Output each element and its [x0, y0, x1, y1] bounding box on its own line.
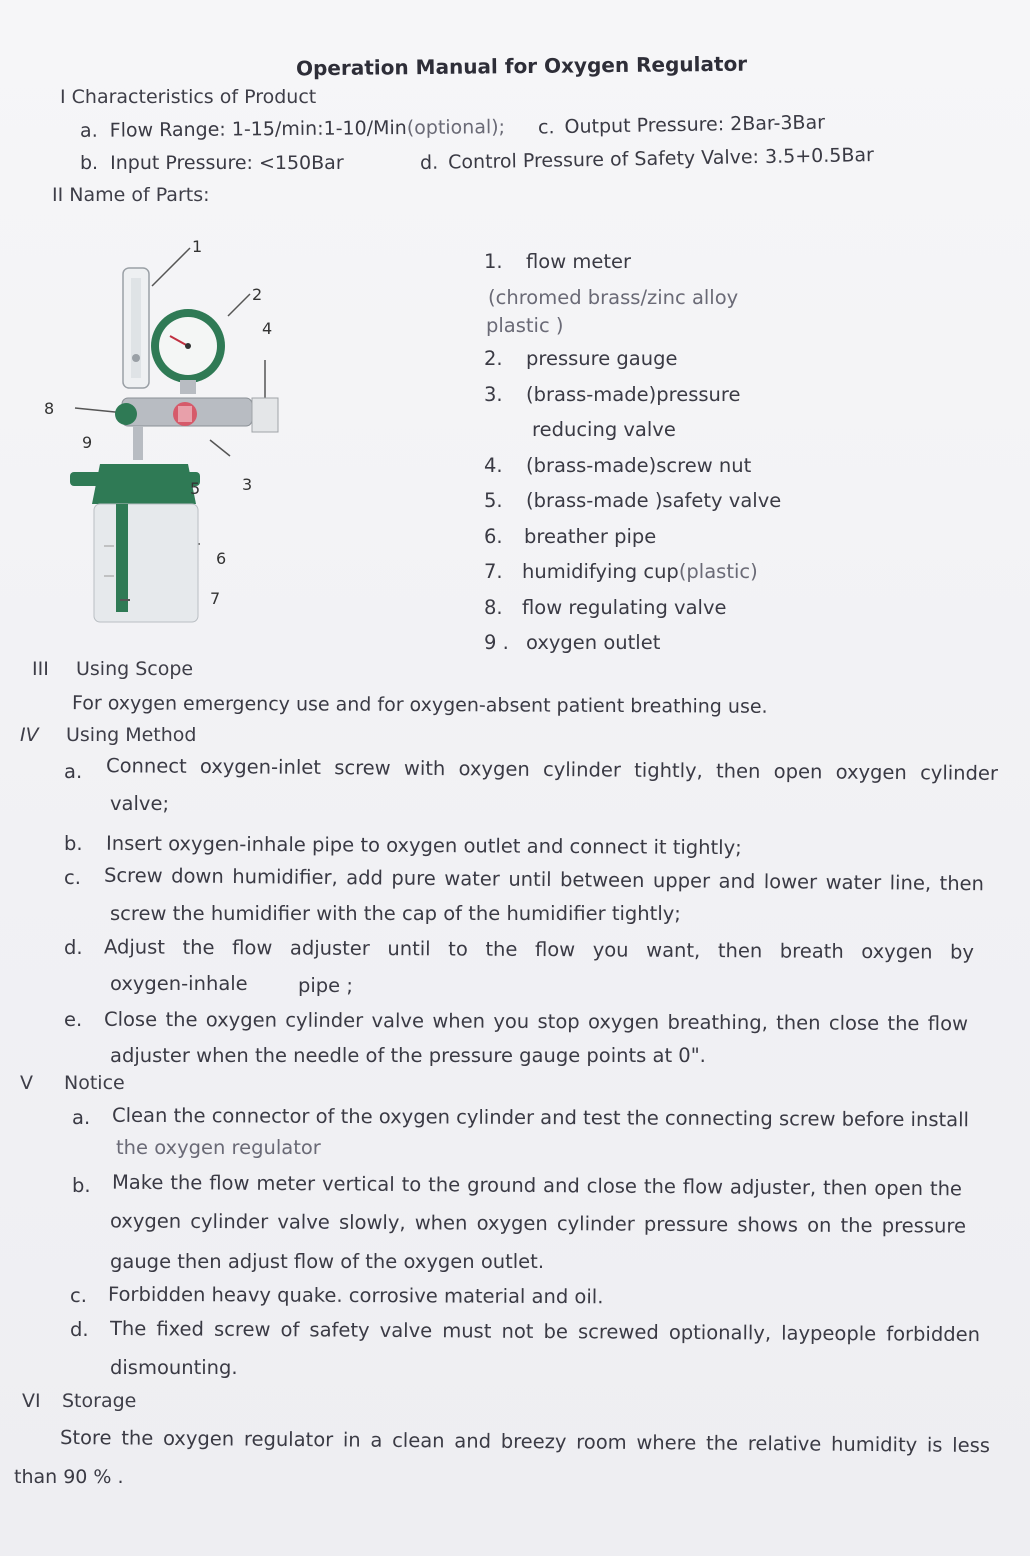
char-a-text: Flow Range: 1-15/min:1-10/Min [109, 117, 407, 142]
notice-b-line3: gauge then adjust flow of the oxygen outlet. [110, 1250, 545, 1273]
leader-line-3 [210, 440, 230, 456]
part-row: (chromed brass/zinc alloy [488, 285, 739, 309]
char-d-prefix: d. [419, 151, 439, 174]
diagram-label-1: 1 [192, 237, 203, 256]
section-4-number: IV [20, 724, 39, 746]
part-row: plastic ) [486, 314, 564, 337]
notice-c-prefix: c. [70, 1284, 87, 1307]
method-c-prefix: c. [64, 866, 81, 889]
method-e-line2: adjuster when the needle of the pressure gauge points at 0". [110, 1044, 706, 1067]
notice-d-prefix: d. [70, 1318, 89, 1341]
section-6-heading: Storage [62, 1390, 137, 1412]
diagram-label-6: 6 [216, 549, 227, 568]
char-b-prefix: b. [80, 152, 99, 174]
section-5-heading: Notice [64, 1072, 125, 1094]
pressure-gauge-illustration [151, 309, 225, 394]
parts-list [484, 244, 781, 661]
characteristic-c [538, 111, 825, 138]
section-5-number: V [20, 1072, 33, 1094]
method-e-prefix: e. [64, 1008, 83, 1031]
notice-b-line2: oxygen cylinder valve slowly, when oxygen cylinder pressure shows on the pressure [109, 1209, 967, 1238]
notice-a-line1: Clean the connector of the oxygen cylinder and test the connecting screw before install [111, 1103, 970, 1132]
part-row: 4. (brass-made)screw nut [484, 453, 752, 477]
notice-d-line1: The fixed screw of safety valve must not be screwed optionally, laypeople forbidden [109, 1316, 981, 1347]
method-d-line2b: pipe ; [298, 974, 353, 997]
char-a-prefix: a. [79, 119, 98, 142]
part-row: 3. (brass-made)pressure [484, 382, 741, 406]
char-d-text: Control Pressure of Safety Valve: 3.5+0.5Bar [447, 144, 875, 174]
section-3-heading: Using Scope [76, 658, 194, 680]
section-3-number: III [32, 658, 49, 680]
section-3-body: For oxygen emergency use and for oxygen-absent patient breathing use. [71, 692, 768, 718]
method-d-line2a: oxygen-inhale [110, 972, 248, 995]
diagram-label-7: 7 [210, 589, 221, 608]
notice-a-prefix: a. [72, 1106, 91, 1129]
part-row: reducing valve [532, 418, 676, 441]
diagram-label-3: 3 [242, 475, 253, 494]
char-b-text: Input Pressure: <150Bar [110, 152, 344, 174]
method-a-line1: Connect oxygen-inlet screw with oxygen cylinder tightly, then open oxygen cylinder [105, 754, 999, 785]
storage-line2: than 90 % . [14, 1466, 124, 1488]
notice-a-line2: the oxygen regulator [116, 1136, 321, 1159]
part-row: 6. breather pipe [484, 524, 657, 548]
regulator-body-illustration [115, 398, 278, 460]
section-1-heading: I Characteristics of Product [60, 86, 317, 108]
part-row: 7. humidifying cup(plastic) [484, 560, 758, 583]
diagram-label-5: 5 [190, 479, 201, 498]
regulator-diagram [30, 228, 320, 628]
flow-meter-illustration [123, 268, 149, 388]
method-c-line1: Screw down humidifier, add pure water until between upper and lower water line, then [103, 863, 985, 896]
characteristic-a [80, 116, 505, 142]
part-row: 5. (brass-made )safety valve [484, 489, 782, 512]
method-b-prefix: b. [64, 832, 83, 855]
humidifier-illustration [70, 464, 200, 622]
method-d-prefix: d. [64, 936, 83, 959]
diagram-label-9: 9 [82, 433, 93, 452]
leader-line-1 [152, 248, 190, 286]
storage-line1: Store the oxygen regulator in a clean and breezy room where the relative humidity is less [59, 1425, 991, 1458]
leader-line-2 [228, 294, 250, 316]
method-c-line2: screw the humidifier with the cap of the humidifier tightly; [110, 902, 681, 925]
char-c-text: Output Pressure: 2Bar-3Bar [564, 111, 826, 139]
page-title: Operation Manual for Oxygen Regulator [295, 51, 748, 81]
method-d-line1: Adjust the flow adjuster until to the flow you want, then breath oxygen by [103, 935, 975, 964]
part-row: 1. flow meter [484, 250, 632, 273]
method-a-prefix: a. [64, 760, 83, 783]
section-4-heading: Using Method [66, 724, 197, 746]
char-a-muted: (optional); [406, 116, 506, 140]
part-row: 8. flow regulating valve [484, 595, 727, 619]
section-6-number: VI [22, 1390, 41, 1412]
part-row: 2. pressure gauge [484, 347, 678, 370]
char-c-prefix: c. [537, 116, 555, 139]
diagram-label-8: 8 [44, 399, 55, 418]
notice-b-prefix: b. [72, 1174, 91, 1197]
diagram-label-4: 4 [262, 319, 273, 338]
section-2-heading: II Name of Parts: [52, 184, 210, 206]
notice-c-line1: Forbidden heavy quake. corrosive material and oil. [107, 1282, 604, 1309]
characteristic-b [80, 152, 344, 174]
method-b-line1: Insert oxygen-inhale pipe to oxygen outlet and connect it tightly; [105, 831, 742, 860]
notice-b-line1: Make the flow meter vertical to the ground and close the flow adjuster, then open the [111, 1170, 963, 1201]
notice-d-line2: dismounting. [110, 1356, 238, 1379]
diagram-label-2: 2 [252, 285, 263, 304]
part-row: 9 . oxygen outlet [484, 631, 661, 654]
characteristic-d [420, 144, 874, 174]
method-a-line2: valve; [110, 792, 170, 815]
method-e-line1: Close the oxygen cylinder valve when you stop oxygen breathing, then close the flow [103, 1007, 969, 1036]
